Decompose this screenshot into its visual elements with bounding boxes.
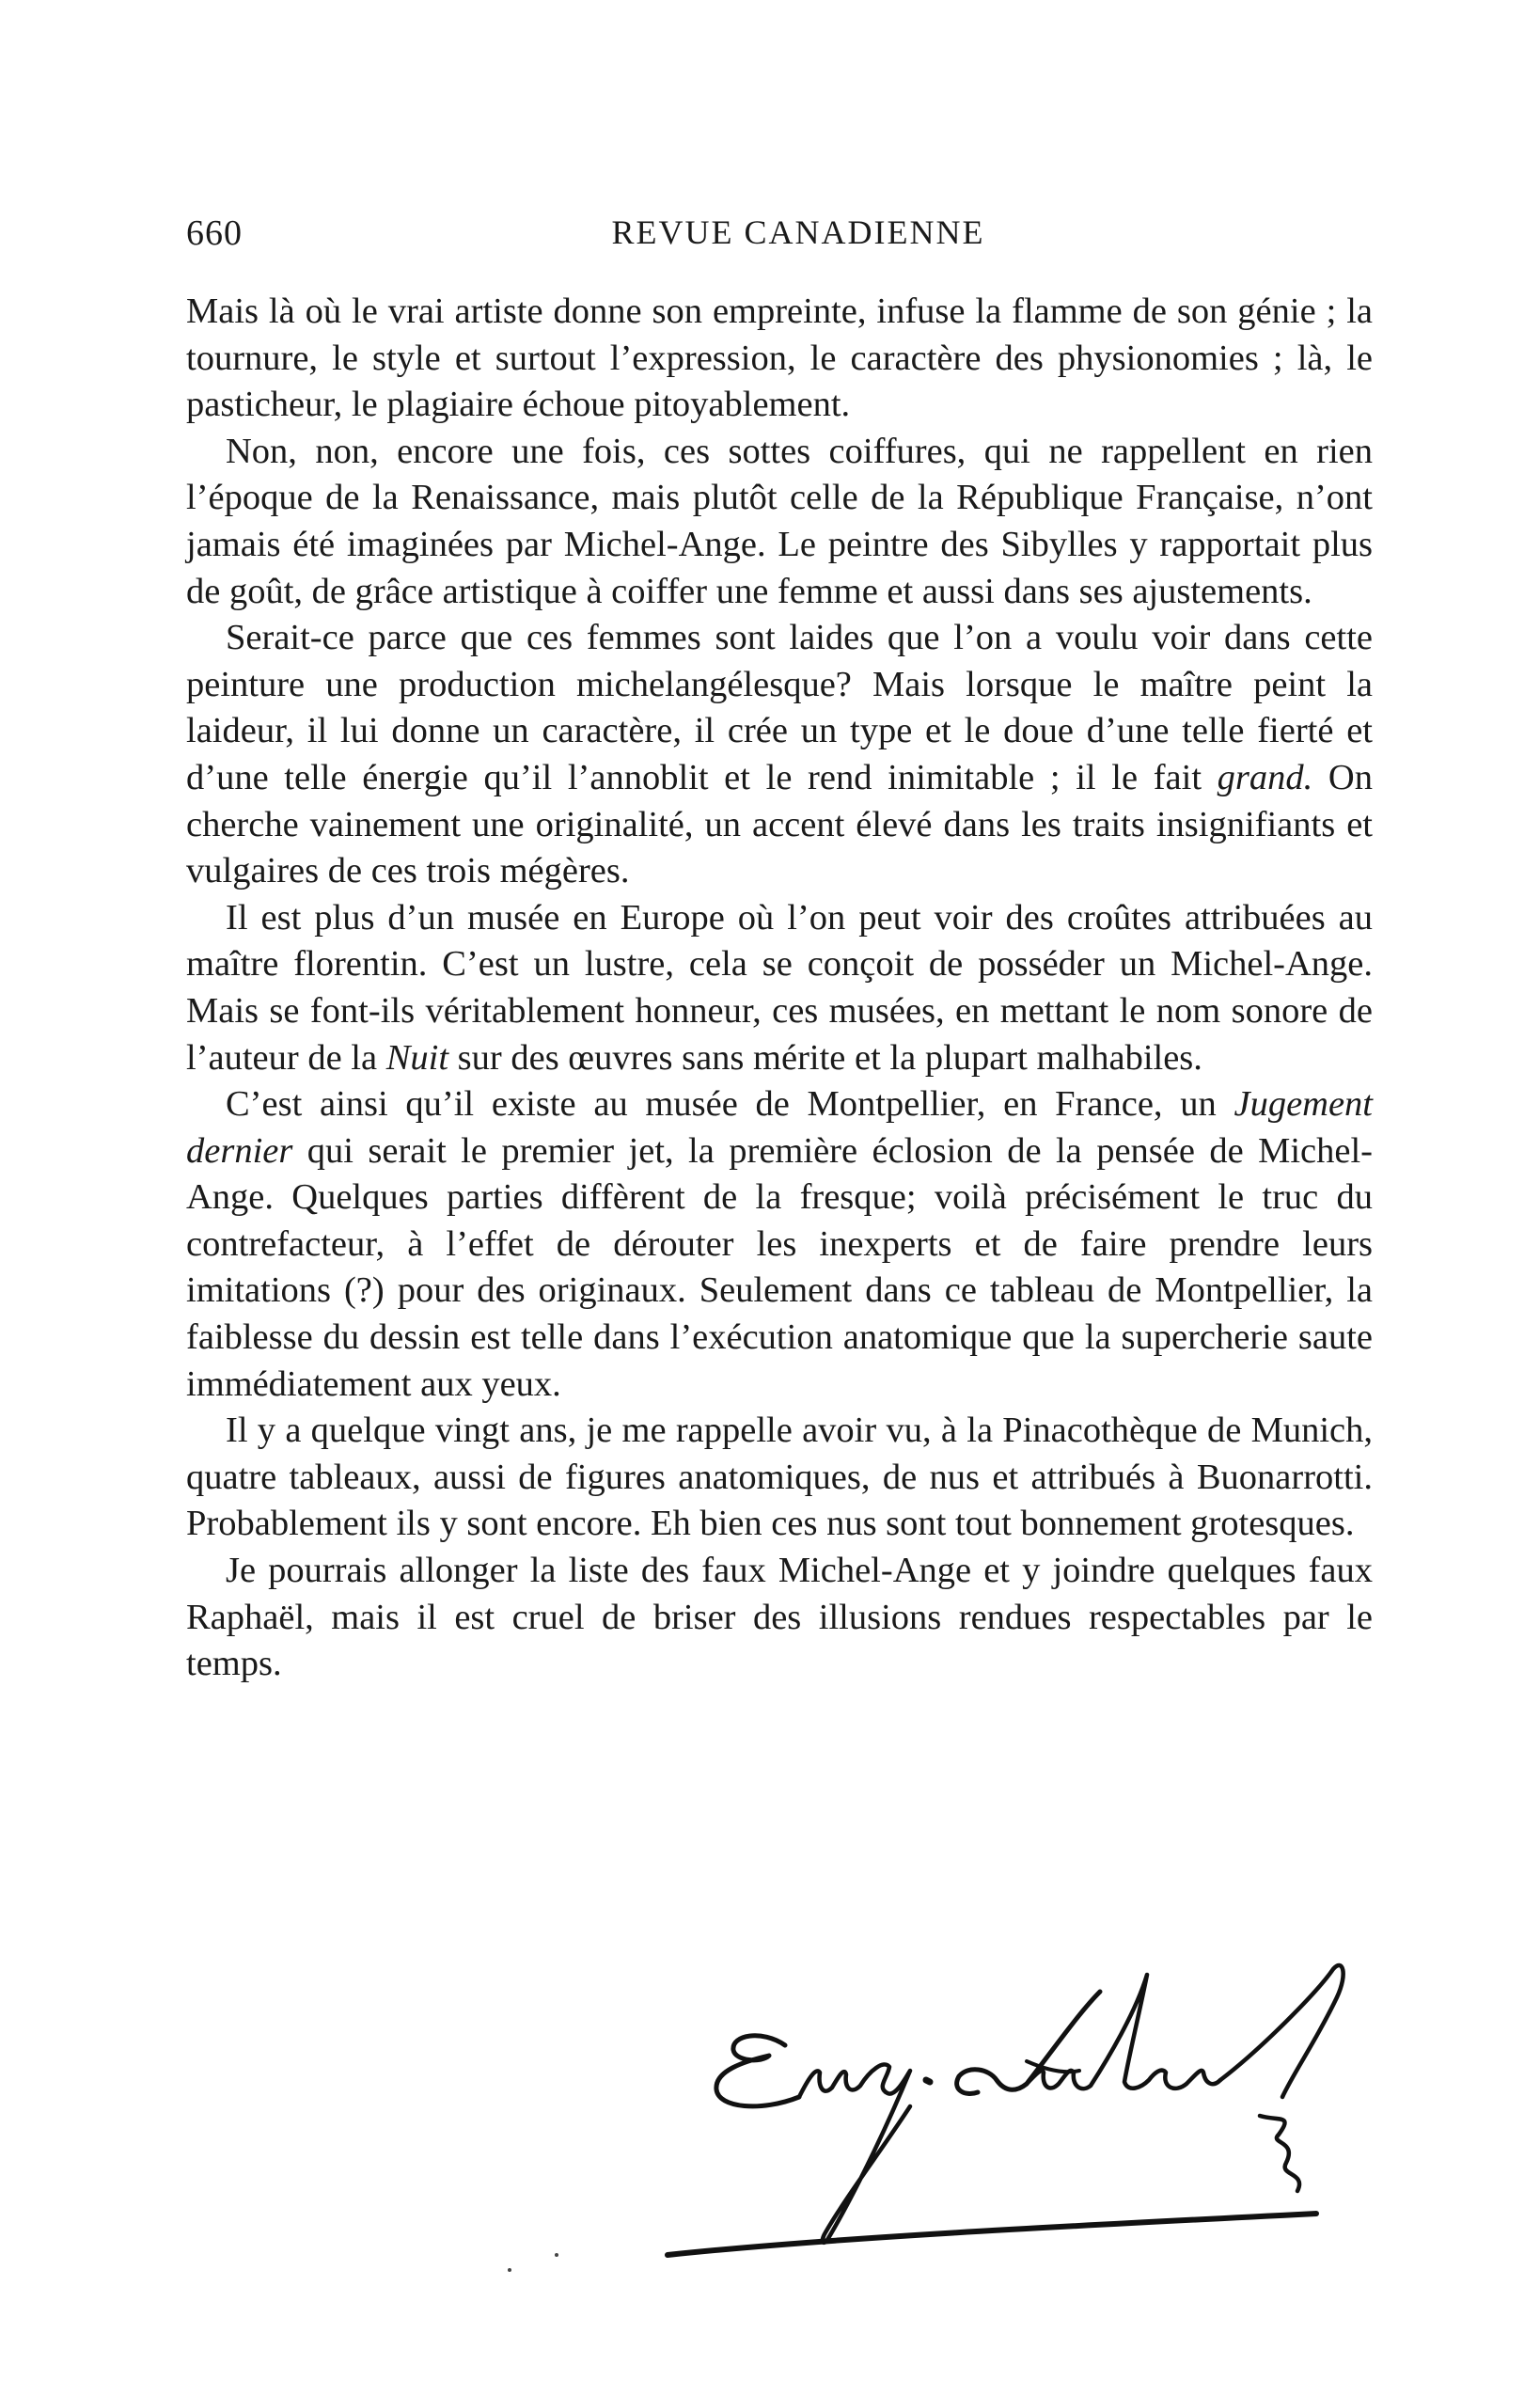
paragraph-5-text-a: C’est ainsi qu’il existe au musée de Montpellier, en France, un — [226, 1084, 1234, 1125]
signature-stroke-e — [716, 2036, 799, 2106]
signature-stroke-zigzag — [1260, 2116, 1299, 2191]
ink-speck — [555, 2253, 558, 2257]
signature-drawing — [658, 1956, 1373, 2294]
signature-stroke-t — [1220, 1965, 1344, 2097]
paragraph-5 — [186, 1081, 1373, 1408]
paragraph-4-italic: Nuit — [385, 1037, 449, 1078]
paragraph-1: Mais là où le vrai artiste donne son empreinte, infuse la flamme de son génie ; la tournure, le style et surtout l’expression, le caractère des physionomies ; là, le pasticheur, le plagiaire échoue pitoyablement. — [186, 292, 1373, 425]
paragraph-3-italic: grand. — [1217, 757, 1313, 797]
signature-underline — [668, 2214, 1316, 2255]
signature-dot — [926, 2080, 930, 2082]
signature-stroke-ug — [799, 2064, 910, 2242]
signature-stroke-a — [957, 1992, 1100, 2093]
paragraph-4 — [186, 895, 1373, 1081]
paragraph-5-text-b: qui serait le premier jet, la première éclosion de la pensée de Michel-Ange. Quelques parties diffèrent de la fresque; voilà précisément le truc du contrefacteur, à l’effet de dérouter les inexperts et de faire prendre leurs imitations (?) pour des originaux. Seulement dans ce tableau de Montpellier, la faiblesse du dessin est telle dans l’exécution anatomique que la supercherie saute immédiatement aux yeux. — [186, 1130, 1373, 1404]
page-number: 660 — [186, 213, 243, 253]
running-title: REVUE CANADIENNE — [611, 213, 985, 251]
paragraph-6: Il y a quelque vingt ans, je me rappelle avoir vu, à la Pinacothèque de Munich, quatre tableaux, aussi de figures anatomiques, de nus et attribués à Buonarrotti. Probablement ils y sont encore. Eh bien ces nus sont tout bonnement grotesques. — [186, 1411, 1373, 1544]
paragraph-4-text-b: sur des œuvres sans mérite et la plupart malhabiles. — [448, 1037, 1202, 1078]
paragraph-2: Non, non, encore une fois, ces sottes coiffures, qui ne rappellent en rien l’époque de la Renaissance, mais plutôt celle de la République Française, n’ont jamais été imaginées par Michel-Ange. Le peintre des Sibylles y rapportait plus de goût, de grâce artistique à coiffer une femme et aussi dans ses ajustements. — [186, 431, 1373, 611]
paragraph-3 — [186, 615, 1373, 895]
paragraph-3-text-a: Serait-ce parce que ces femmes sont laides que l’on a voulu voir dans cette peinture une production michelangélesque? Mais lorsque le maître peint la laideur, il lui donne un caractère, il crée un type et le doue d’une telle fierté et d’une telle énergie qu’il l’annoblit et le rend inimitable ; il le fait — [186, 618, 1373, 797]
page-header — [186, 213, 1373, 265]
signature-strokes — [668, 1965, 1344, 2255]
paragraph-7: Je pourrais allonger la liste des faux Michel-Ange et y joindre quelques faux Raphaël, mais il est cruel de briser des illusions rendues respectables par le temps. — [186, 1551, 1373, 1684]
paragraph-3-text-b: On cherche vainement une originalité, un accent élevé dans les traits insignifiants et vulgaires de ces trois mégères. — [186, 757, 1373, 891]
article-body — [186, 289, 1373, 1688]
author-signature — [658, 1956, 1373, 2294]
paragraph-5-italic: Jugement dernier — [186, 1084, 1373, 1171]
paragraph-4-text-a: Il est plus d’un musée en Europe où l’on peut voir des croûtes attribuées au maître florentin. C’est un lustre, cela se conçoit de posséder un Michel-Ange. Mais se font-ils véritablement honneur, ces musées, en mettant le nom sonore de l’auteur de la — [186, 897, 1373, 1078]
ink-speck — [508, 2268, 511, 2272]
